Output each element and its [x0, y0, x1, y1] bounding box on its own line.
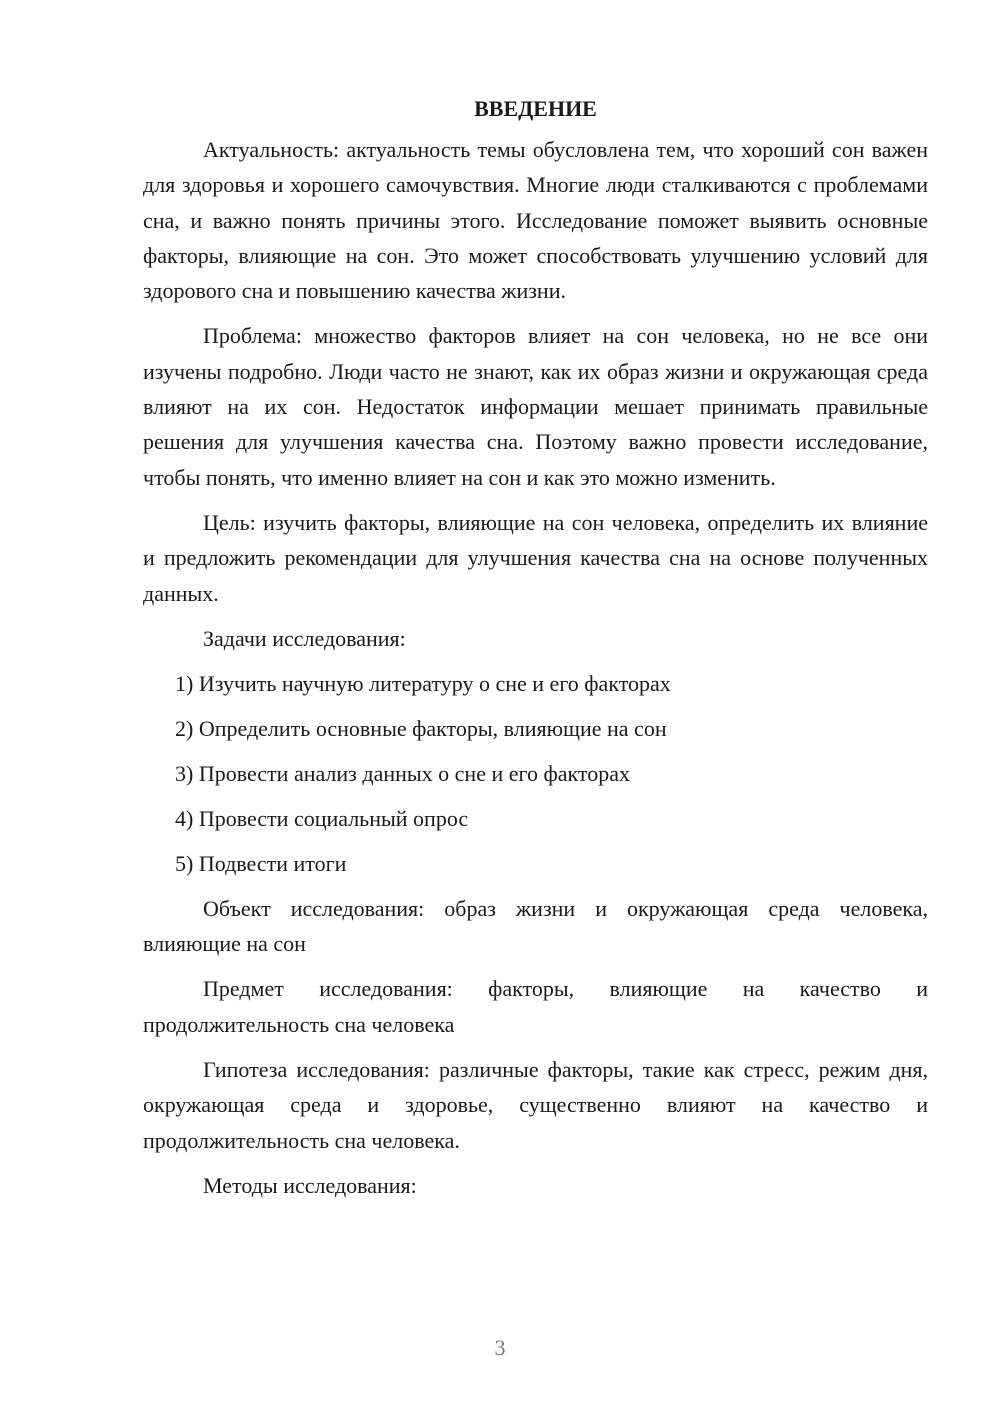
page-title: ВВЕДЕНИЕ: [474, 96, 597, 121]
list-item: 2) Определить основные факторы, влияющие на сон: [175, 715, 667, 741]
methods-paragraph: Методы исследования:: [203, 1172, 417, 1198]
page-number: 3: [494, 1335, 506, 1360]
tasks-list: [143, 666, 928, 881]
list-item: 5) Подвести итоги: [175, 850, 347, 876]
list-item: 1) Изучить научную литературу о сне и его факторах: [175, 670, 671, 696]
subject-paragraph: Предмет исследования: факторы, влияющие на качество и продолжительность сна человека: [143, 976, 928, 1037]
hypothesis-paragraph: Гипотеза исследования: различные факторы, такие как стресс, режим дня, окружающая среда и здоровье, существенно влияют на качество и продолжительность сна человека.: [143, 1057, 928, 1153]
relevance-paragraph: Актуальность: актуальность темы обусловлена тем, что хороший сон важен для здоровья и хорошего самочувствия. Многие люди сталкиваются с проблемами сна, и важно понять причины этого. Исследование поможет выявить основные факторы, влияющие на сон. Это может способствовать улучшению условий для здорового сна и повышению качества жизни.: [143, 137, 928, 304]
tasks-heading: Задачи исследования:: [203, 625, 406, 651]
list-item: 4) Провести социальный опрос: [175, 805, 469, 831]
goal-paragraph: Цель: изучить факторы, влияющие на сон человека, определить их влияние и предложить рекомендации для улучшения качества сна на основе полученных данных.: [143, 509, 928, 606]
object-paragraph: Объект исследования: образ жизни и окружающая среда человека, влияющие на сон: [143, 895, 928, 957]
document-page: [143, 92, 928, 1213]
list-item: 3) Провести анализ данных о сне и его факторах: [175, 760, 630, 786]
problem-paragraph: Проблема: множество факторов влияет на сон человека, но не все они изучены подробно. Люди часто не знают, как их образ жизни и окружающая среда влияют на их сон. Недостаток информации мешает принимать правильные решения для улучшения качества сна. Поэтому важно провести исследование, чтобы понять, что именно влияет на сон и как это можно изменить.: [143, 323, 928, 490]
